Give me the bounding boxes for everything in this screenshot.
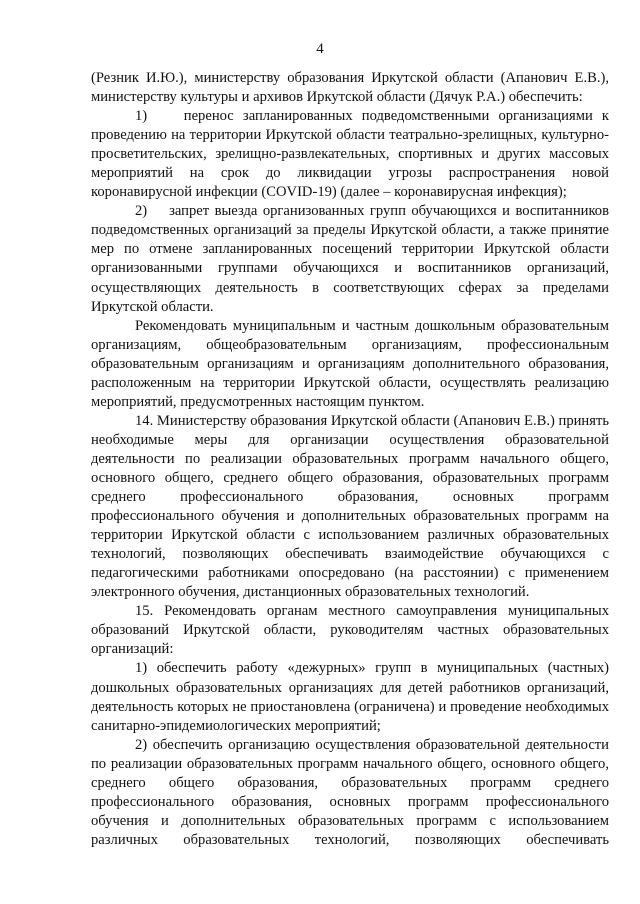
paragraph-clause-15: 15. Рекомендовать органам местного самоуправления муниципальных образований Иркутской области, руководителям частных образовательных организаций: bbox=[91, 603, 609, 658]
paragraph-clause-14: 14. Министерству образования Иркутской области (Апанович Е.В.) принять необходимые меры для организации осуществления образовательной деятельности по реализации образовательных программ начального общего, основного общего, среднего общего образования, образовательных программ среднего профессионального образования, основных программ профессионального обучения и дополнительных образовательных программ на территории Иркутской области с использованием различных образовательных технологий, позволяющих обеспечивать взаимодействие обучающихся с педагогическими работниками опосредовано (на расстоянии) с применением электронного обучения, дистанционных образовательных технологий. bbox=[91, 412, 609, 601]
document-body bbox=[91, 69, 609, 850]
paragraph-item-1-transfer-events: 1) перенос запланированных подведомственными организациями к проведению на территории Иркутской области театрально-зрелищных, культурно-просветительских, зрелищно-развлекательных, спортивных и других массовых мероприятий на срок до ликвидации угрозы распространения новой коронавирусной инфекции (COVID-19) (далее – коронавирусная инфекция); bbox=[91, 108, 609, 201]
paragraph-clause-15-item-1: 1) обеспечить работу «дежурных» групп в муниципальных (частных) дошкольных образовательных организациях для детей работников организаций, деятельность которых не приостановлена (ограничена) и проведение необходимых санитарно-эпидемиологических мероприятий; bbox=[91, 660, 609, 734]
paragraph-recommendation: Рекомендовать муниципальным и частным дошкольным образовательным организациям, общеобразовательным организациям, профессиональным образовательным организациям и организациям дополнительного образования, расположенным на территории Иркутской области, осуществлять реализацию мероприятий, предусмотренных настоящим пунктом. bbox=[91, 317, 609, 410]
page-number: 4 bbox=[316, 41, 324, 57]
paragraph-item-2-travel-ban: 2) запрет выезда организованных групп обучающихся и воспитанников подведомственных организаций за пределы Иркутской области, а также принятие мер по отмене запланированных посещений территории Иркутской области организованными группами обучающихся и воспитанников организаций, осуществляющих деятельность в соответствующих сферах за пределами Иркутской области. bbox=[91, 203, 609, 315]
paragraph-intro: (Резник И.Ю.), министерству образования Иркутской области (Апанович Е.В.), министерству культуры и архивов Иркутской области (Дячук Р.А.) обеспечить: bbox=[91, 70, 609, 106]
paragraph-clause-15-item-2: 2) обеспечить организацию осуществления образовательной деятельности по реализации образовательных программ начального общего, основного общего, среднего общего образования, образовательных программ среднего профессионального образования, основных программ профессионального обучения и дополнительных образовательных программ с использованием различных образовательных технологий, позволяющих обеспечивать bbox=[91, 736, 609, 848]
